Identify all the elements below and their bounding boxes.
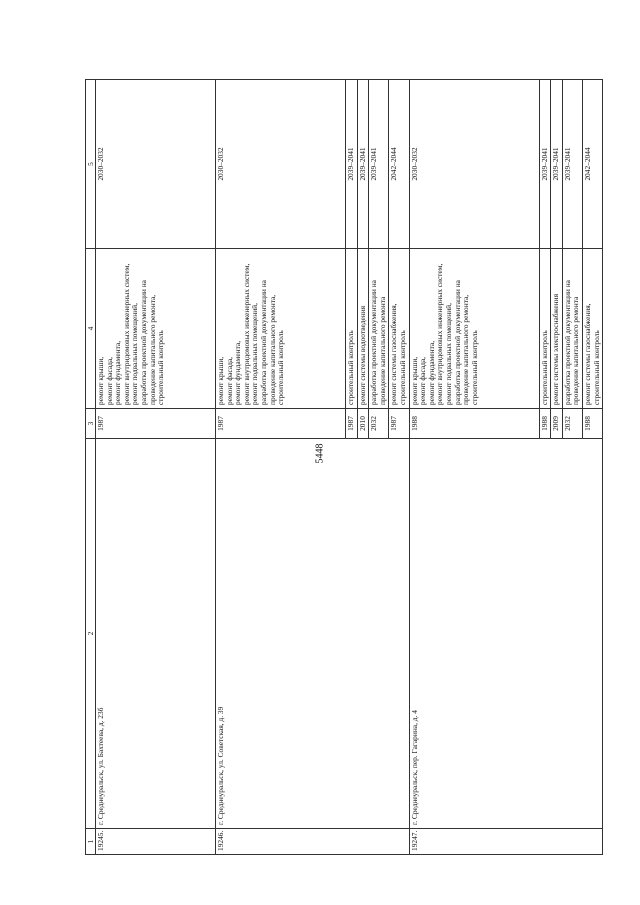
header-cell: 5 [86,80,96,249]
works-cell [551,249,563,409]
year-cell: 2010 [357,409,369,439]
work-item: ремонт фундамента, [113,340,123,405]
works-cell [409,249,539,409]
page-number: 5448 [314,443,326,463]
work-item: разработка проектной документации на [452,280,462,405]
work-item: ремонт крыши, [96,356,105,405]
work-item: ремонт крыши, [216,356,225,405]
work-item: проведение капитального ремонта [571,296,581,405]
period-cell: 2039–2041 [346,80,358,249]
work-item: ремонт внутридомовых инженерных систем, [241,263,251,405]
work-item: ремонт системы электроснабжения [551,294,561,405]
table-row [216,80,346,855]
table-row [96,80,216,855]
year-cell: 1987 [389,409,409,439]
work-item: ремонт фасада, [418,357,428,405]
year-cell: 1988 [582,409,602,439]
work-item: проведение капитального ремонта [377,296,387,405]
header-cell: 2 [86,439,96,829]
year-cell: 1987 [96,409,216,439]
header-cell: 4 [86,249,96,409]
work-item: ремонт подвальных помещений, [250,303,260,405]
document-page [85,80,601,855]
period-cell: 2039–2041 [357,80,369,249]
works-cell [562,249,582,409]
year-cell: 1987 [216,409,346,439]
year-cell: 1988 [409,409,539,439]
period-cell: 2042–2044 [389,80,409,249]
row-number: 19246. [216,829,410,855]
work-item: ремонт системы газоснабжения, [389,303,399,405]
work-item: строительный контроль [276,330,286,405]
work-item: ремонт фасада, [104,357,114,405]
year-cell: 1988 [539,409,551,439]
work-item: ремонт подвальных помещений, [443,303,453,405]
work-item: строительный контроль [539,330,549,405]
row-number: 19247. [409,829,603,855]
work-item: разработка проектной документации на [562,280,572,405]
work-item: ремонт подвальных помещений, [130,303,140,405]
row-number: 19245. [96,829,216,855]
works-cell [216,249,346,409]
repair-schedule-table [85,79,603,855]
work-item: строительный контроль [397,330,407,405]
works-cell [369,249,389,409]
address-cell: г. Среднеуральск, пер. Гагарина, д. 4 [409,439,603,829]
period-cell: 2039–2041 [551,80,563,249]
period-cell: 2030–2032 [216,80,346,249]
table-row [409,80,539,855]
period-cell: 2039–2041 [562,80,582,249]
period-cell: 2042–2044 [582,80,602,249]
works-cell [389,249,409,409]
year-cell: 2032 [369,409,389,439]
period-cell: 2030–2032 [96,80,216,249]
work-item: строительный контроль [156,330,166,405]
work-item: строительный контроль [469,330,479,405]
period-cell: 2030–2032 [409,80,539,249]
header-cell: 1 [86,829,96,855]
works-cell [96,249,216,409]
work-item: ремонт фундамента, [426,340,436,405]
work-item: проведение капитального ремонта, [461,294,471,405]
address-cell: г. Среднеуральск, ул. Советская, д. 39 [216,439,410,829]
work-item: ремонт фасада, [224,357,234,405]
header-cell: 3 [86,409,96,439]
work-item: ремонт крыши, [409,356,419,405]
work-item: ремонт внутридомовых инженерных систем, [121,263,131,405]
work-item: проведение капитального ремонта, [147,294,157,405]
work-item: разработка проектной документации на [369,280,379,405]
work-item: строительный контроль [591,330,601,405]
work-item: ремонт системы водоотведения [357,305,367,405]
works-cell [582,249,602,409]
year-cell: 2032 [562,409,582,439]
year-cell: 1987 [346,409,358,439]
works-cell [539,249,551,409]
work-item: ремонт системы газоснабжения, [582,303,592,405]
address-cell: г. Среднеуральск, ул. Бахтеева, д. 23б [96,439,216,829]
works-cell [346,249,358,409]
work-item: проведение капитального ремонта, [267,294,277,405]
work-item: строительный контроль [346,330,355,405]
work-item: ремонт фундамента, [233,340,243,405]
period-cell: 2039–2041 [539,80,551,249]
works-cell [357,249,369,409]
year-cell: 2009 [551,409,563,439]
work-item: разработка проектной документации на [258,280,268,405]
work-item: ремонт внутридомовых инженерных систем, [435,263,445,405]
work-item: разработка проектной документации на [138,280,148,405]
header-row [86,80,96,855]
period-cell: 2039–2041 [369,80,389,249]
